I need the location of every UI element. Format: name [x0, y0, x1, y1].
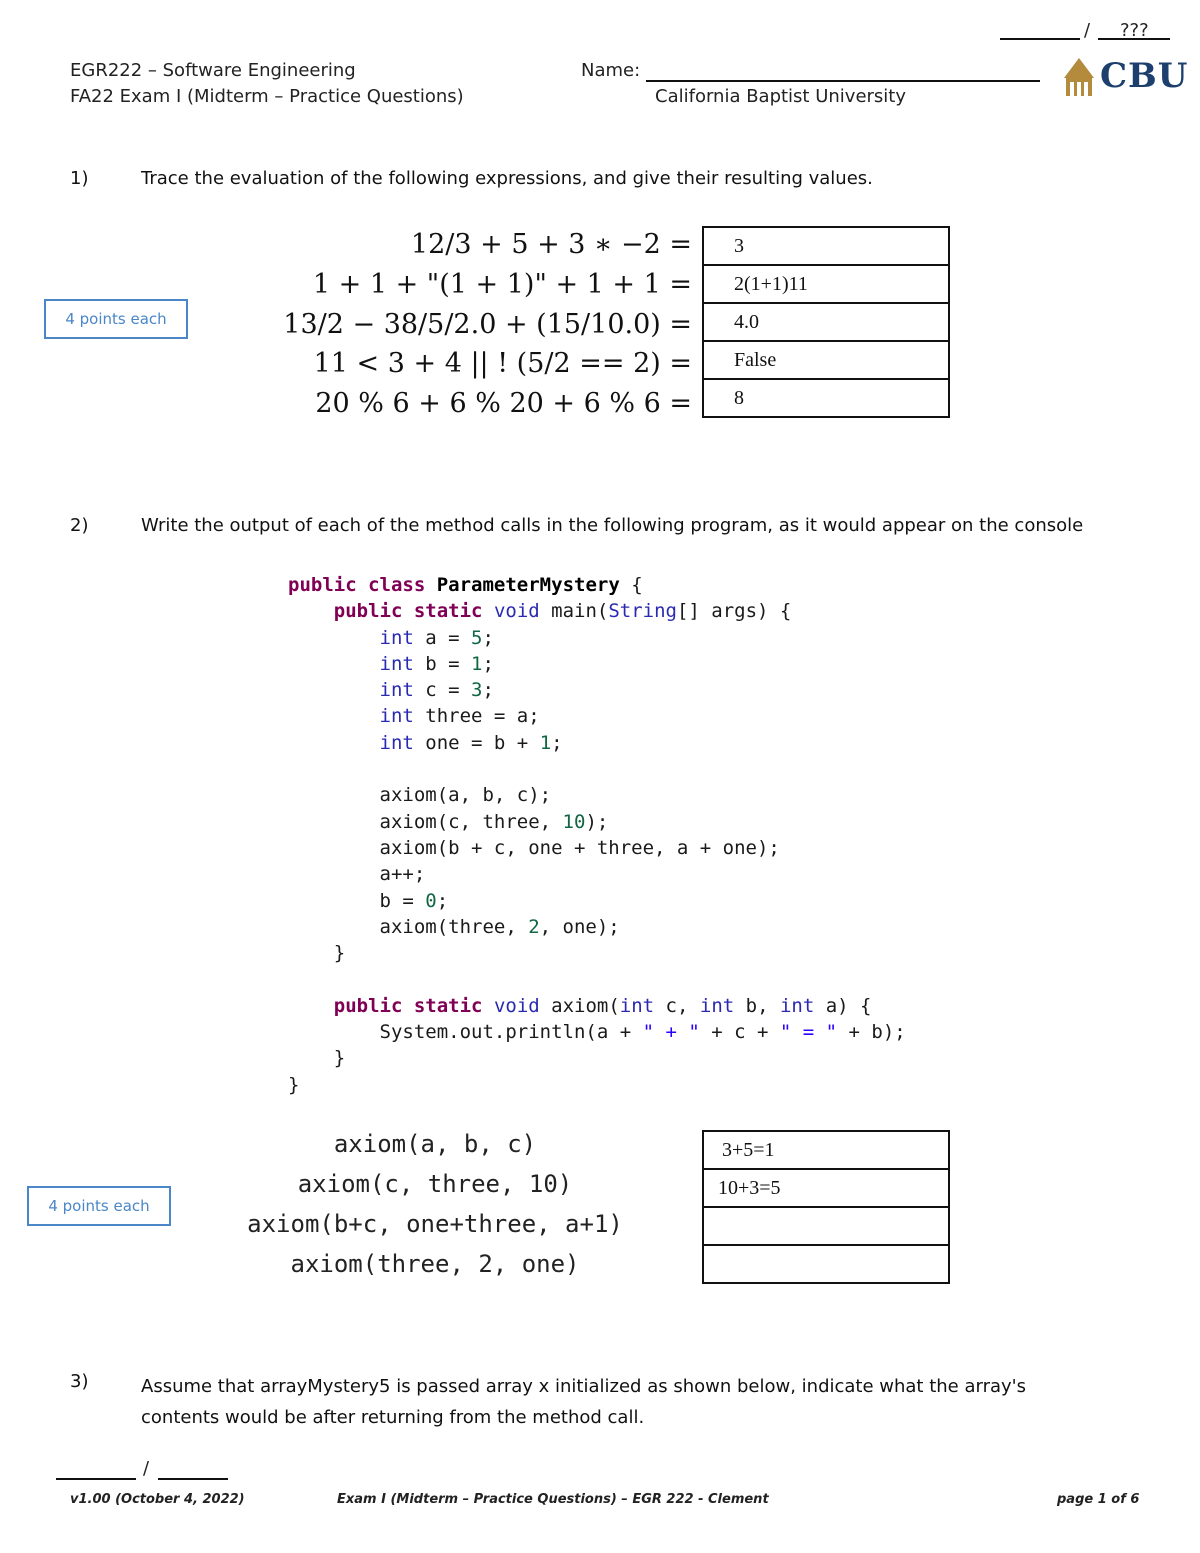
q2-number: 2)	[70, 515, 89, 536]
table-row	[703, 1131, 949, 1169]
table-row	[703, 1207, 949, 1245]
q2-answer-cell[interactable]	[703, 1245, 949, 1283]
q1-expr-2: 1 + 1 + "(1 + 1)" + 1 + 1 =	[312, 269, 692, 300]
name-field[interactable]	[646, 80, 1040, 82]
code-line: }	[288, 1073, 300, 1096]
name-label: Name:	[581, 60, 641, 81]
q2-answer-cell[interactable]	[703, 1207, 949, 1245]
table-row	[703, 227, 949, 265]
q1-prompt: Trace the evaluation of the following expressions, and give their resulting values.	[141, 168, 873, 189]
code-line: axiom(b + c, one + three, a + one);	[288, 836, 780, 859]
code-line: int three = a;	[379, 705, 540, 728]
code-line: int one = b + 1;	[379, 731, 563, 754]
footer-page: page 1 of 6	[1057, 1492, 1140, 1507]
q2-points-note: 4 points each	[27, 1186, 171, 1226]
q1-answer-cell[interactable]: False	[703, 341, 949, 379]
footer-version: v1.00 (October 4, 2022)	[70, 1492, 245, 1507]
course-title: EGR222 – Software Engineering	[70, 60, 356, 81]
code-line: axiom(a, b, c);	[288, 784, 552, 807]
q2-answer-cell[interactable]: 10+3=5	[703, 1169, 949, 1207]
code-line: public class ParameterMystery {	[288, 574, 643, 596]
score-blank-left[interactable]	[1000, 38, 1080, 40]
code-line: }	[288, 1047, 346, 1070]
code-line: public static void axiom(int c, int b, int a) {	[333, 994, 872, 1017]
q1-expr-4: 11 < 3 + 4 || ! (5/2 == 2) =	[313, 348, 692, 379]
code-line: System.out.println(a + " + " + c + " = " + b);	[288, 1021, 906, 1044]
footer-title: Exam I (Midterm – Practice Questions) – EGR 222 - Clement	[337, 1492, 769, 1507]
footer-slash: /	[143, 1458, 150, 1479]
code-line: int c = 3;	[379, 679, 494, 702]
code-block	[288, 572, 906, 1098]
footer-score-blank-right[interactable]	[158, 1478, 228, 1480]
table-row	[703, 341, 949, 379]
score-slash: /	[1084, 20, 1091, 41]
q2-answer-cell[interactable]: 3+5=1	[703, 1131, 949, 1169]
code-line: int a = 5;	[379, 626, 494, 649]
q2-answer-table	[702, 1130, 950, 1284]
code-line: axiom(c, three, 10);	[288, 810, 609, 833]
table-row	[703, 1169, 949, 1207]
q1-answer-cell[interactable]: 4.0	[703, 303, 949, 341]
score-total: ???	[1120, 20, 1149, 41]
q1-number: 1)	[70, 168, 89, 189]
q1-points-note: 4 points each	[44, 299, 188, 339]
code-line: b = 0;	[288, 889, 449, 912]
q2-prompt: Write the output of each of the method calls in the following program, as it would appear on the console	[141, 515, 1084, 536]
q2-call-4: axiom(three, 2, one)	[290, 1250, 580, 1278]
q1-answer-cell[interactable]: 2(1+1)11	[703, 265, 949, 303]
table-row	[703, 379, 949, 417]
q3-prompt: Assume that arrayMystery5 is passed array x initialized as shown below, indicate what the array's contents would be after returning from the method call.	[141, 1376, 1026, 1428]
q1-expr-1: 12/3 + 5 + 3 ∗ −2 =	[410, 229, 692, 260]
exam-title: FA22 Exam I (Midterm – Practice Questions)	[70, 86, 464, 107]
q1-answer-table	[702, 226, 950, 418]
code-line: int b = 1;	[379, 652, 494, 675]
q2-call-1: axiom(a, b, c)	[333, 1130, 537, 1158]
table-row	[703, 1245, 949, 1283]
code-line: axiom(three, 2, one);	[288, 915, 620, 938]
cbu-logo	[1062, 54, 1189, 100]
q1-answer-cell[interactable]: 3	[703, 227, 949, 265]
university-name: California Baptist University	[655, 86, 907, 107]
code-line: public static void main(String[] args) {	[333, 600, 792, 623]
q2-call-2: axiom(c, three, 10)	[297, 1170, 573, 1198]
table-row	[703, 303, 949, 341]
q3-number: 3)	[70, 1371, 89, 1392]
code-line: a++;	[288, 863, 426, 886]
q1-answer-cell[interactable]: 8	[703, 379, 949, 417]
q1-expr-5: 20 % 6 + 6 % 20 + 6 % 6 =	[315, 388, 692, 419]
q1-expr-3: 13/2 − 38/5/2.0 + (15/10.0) =	[283, 309, 692, 340]
code-line: }	[288, 942, 346, 965]
footer-score-blank-left[interactable]	[56, 1478, 136, 1480]
logo-text: CBU	[1100, 56, 1189, 96]
table-row	[703, 265, 949, 303]
q2-call-3: axiom(b+c, one+three, a+1)	[247, 1210, 623, 1238]
